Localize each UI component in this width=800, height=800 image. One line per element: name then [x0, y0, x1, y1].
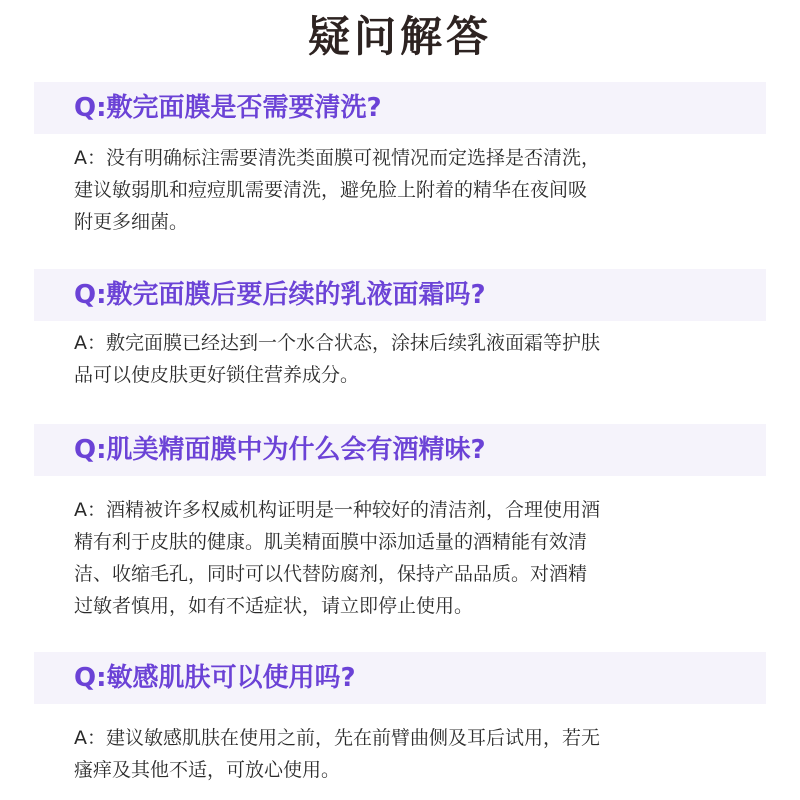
question-text: Q:敷完面膜是否需要清洗? — [74, 93, 382, 123]
answer-text: A：没有明确标注需要清洗类面膜可视情况而定选择是否清洗， 建议敏弱肌和痘痘肌需要清洗，避免脸上附着的精华在夜间吸 附更多细菌。 — [74, 147, 600, 233]
page-title: 疑问解答 — [307, 12, 492, 61]
question-text: Q:敷完面膜后要后续的乳液面霜吗? — [74, 280, 486, 310]
answer-text: A：建议敏感肌肤在使用之前，先在前臂曲侧及耳后试用，若无 瘙痒及其他不适，可放心使用。 — [74, 727, 600, 781]
answer-text: A：敷完面膜已经达到一个水合状态，涂抹后续乳液面霜等护肤 品可以使皮肤更好锁住营养成分。 — [74, 332, 600, 386]
question-text: Q:敏感肌肤可以使用吗? — [74, 663, 356, 693]
answer-text: A：酒精被许多权威机构证明是一种较好的清洁剂，合理使用酒 精有利于皮肤的健康。肌美精面膜中添加适量的酒精能有效清 洁、收缩毛孔，同时可以代替防腐剂，保持产品品质。对酒精 过敏者慎用，如有不适症状，请立即停止使用。 — [74, 499, 600, 617]
question-text: Q:肌美精面膜中为什么会有酒精味? — [74, 435, 486, 465]
